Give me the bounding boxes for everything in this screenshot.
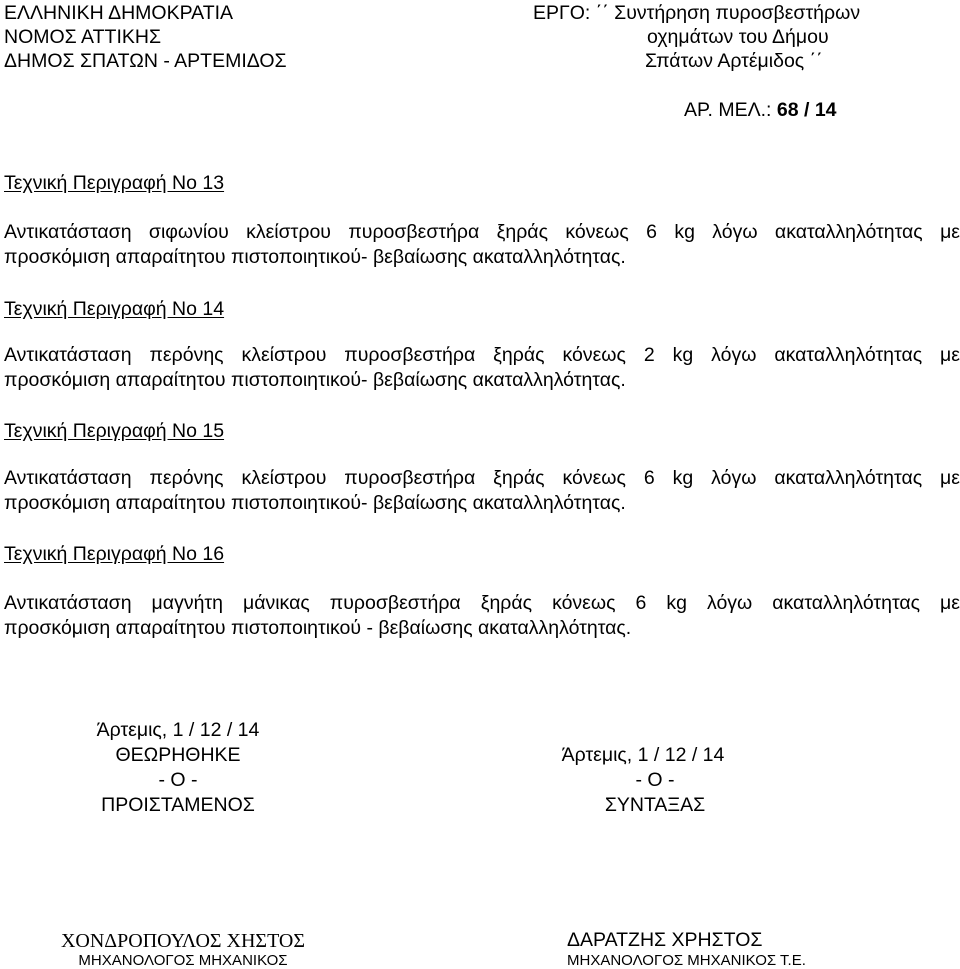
right-signature-date: Άρτεμις, 1 / 12 / 14 xyxy=(561,744,725,766)
study-number-label: ΑΡ. ΜΕΛ.: xyxy=(684,99,777,121)
left-signature-dash: - Ο - xyxy=(158,769,198,791)
section-body-15-line2: προσκόμιση απαραίτητου πιστοποιητικού- βεβαίωσης ακαταλληλότητας. xyxy=(4,492,626,514)
study-number-value: 68 / 14 xyxy=(776,99,837,121)
header-municipality: ΔΗΜΟΣ ΣΠΑΤΩΝ - ΑΡΤΕΜΙΔΟΣ xyxy=(4,50,287,72)
section-body-16-line1: Αντικατάσταση μαγνήτη μάνικας πυροσβεστήρα ξηράς κόνεως 6 kg λόγω ακαταλληλότητας με xyxy=(4,592,960,614)
section-title-16: Τεχνική Περιγραφή Νο 16 xyxy=(4,543,225,565)
section-body-13-line1: Αντικατάσταση σιφωνίου κλείστρου πυροσβεστήρα ξηράς κόνεως 6 kg λόγω ακαταλληλότητας με xyxy=(4,221,960,243)
section-title-14: Τεχνική Περιγραφή Νο 14 xyxy=(4,298,225,320)
header-country: ΕΛΛΗΝΙΚΗ ΔΗΜΟΚΡΑΤΙΑ xyxy=(4,2,234,24)
left-signature-date: Άρτεμις, 1 / 12 / 14 xyxy=(96,719,260,741)
right-signature-role: ΣΥΝΤΑΞΑΣ xyxy=(604,794,706,816)
study-number xyxy=(684,101,837,121)
section-body-16-line2: προσκόμιση απαραίτητου πιστοποιητικού - βεβαίωσης ακαταλληλότητας. xyxy=(4,617,632,639)
header-project-line2: οχημάτων του Δήμου xyxy=(647,26,829,48)
section-body-14 xyxy=(4,343,960,393)
right-signatory-name: ΔΑΡΑΤΖΗΣ ΧΡΗΣΤΟΣ xyxy=(567,929,763,951)
section-title-13: Τεχνική Περιγραφή Νο 13 xyxy=(4,172,225,194)
section-body-16 xyxy=(4,591,960,641)
left-signature-status: ΘΕΩΡΗΘΗΚΕ xyxy=(115,744,241,766)
section-body-14-line1: Αντικατάσταση περόνης κλείστρου πυροσβεστήρα ξηράς κόνεως 2 kg λόγω ακαταλληλότητας με xyxy=(4,344,960,366)
section-body-15 xyxy=(4,466,960,516)
section-body-15-line1: Αντικατάσταση περόνης κλείστρου πυροσβεστήρα ξηράς κόνεως 6 kg λόγω ακαταλληλότητας με xyxy=(4,467,960,489)
left-signatory-title: ΜΗΧΑΝΟΛΟΓΟΣ ΜΗΧΑΝΙΚΟΣ xyxy=(78,952,288,969)
header-project-line3: Σπάτων Αρτέμιδος ΄΄ xyxy=(645,50,823,72)
left-signatory-name: ΧΟΝΔΡΟΠΟΥΛΟΣ ΧΗΣΤΟΣ xyxy=(60,930,306,952)
right-signature-dash: - Ο - xyxy=(635,769,675,791)
right-signatory-title: ΜΗΧΑΝΟΛΟΓΟΣ ΜΗΧΑΝΙΚΟΣ Τ.Ε. xyxy=(567,952,806,969)
section-body-13 xyxy=(4,220,960,270)
header-project: ΕΡΓΟ: ΄΄ Συντήρηση πυροσβεστήρων xyxy=(533,2,861,24)
section-body-14-line2: προσκόμιση απαραίτητου πιστοποιητικού- βεβαίωσης ακαταλληλότητας. xyxy=(4,369,626,391)
left-signature-role: ΠΡΟΙΣΤΑΜΕΝΟΣ xyxy=(101,794,255,816)
header-prefecture: ΝΟΜΟΣ ΑΤΤΙΚΗΣ xyxy=(4,26,161,48)
section-title-15: Τεχνική Περιγραφή Νο 15 xyxy=(4,420,225,442)
section-body-13-line2: προσκόμιση απαραίτητου πιστοποιητικού- βεβαίωσης ακαταλληλότητας. xyxy=(4,246,626,268)
